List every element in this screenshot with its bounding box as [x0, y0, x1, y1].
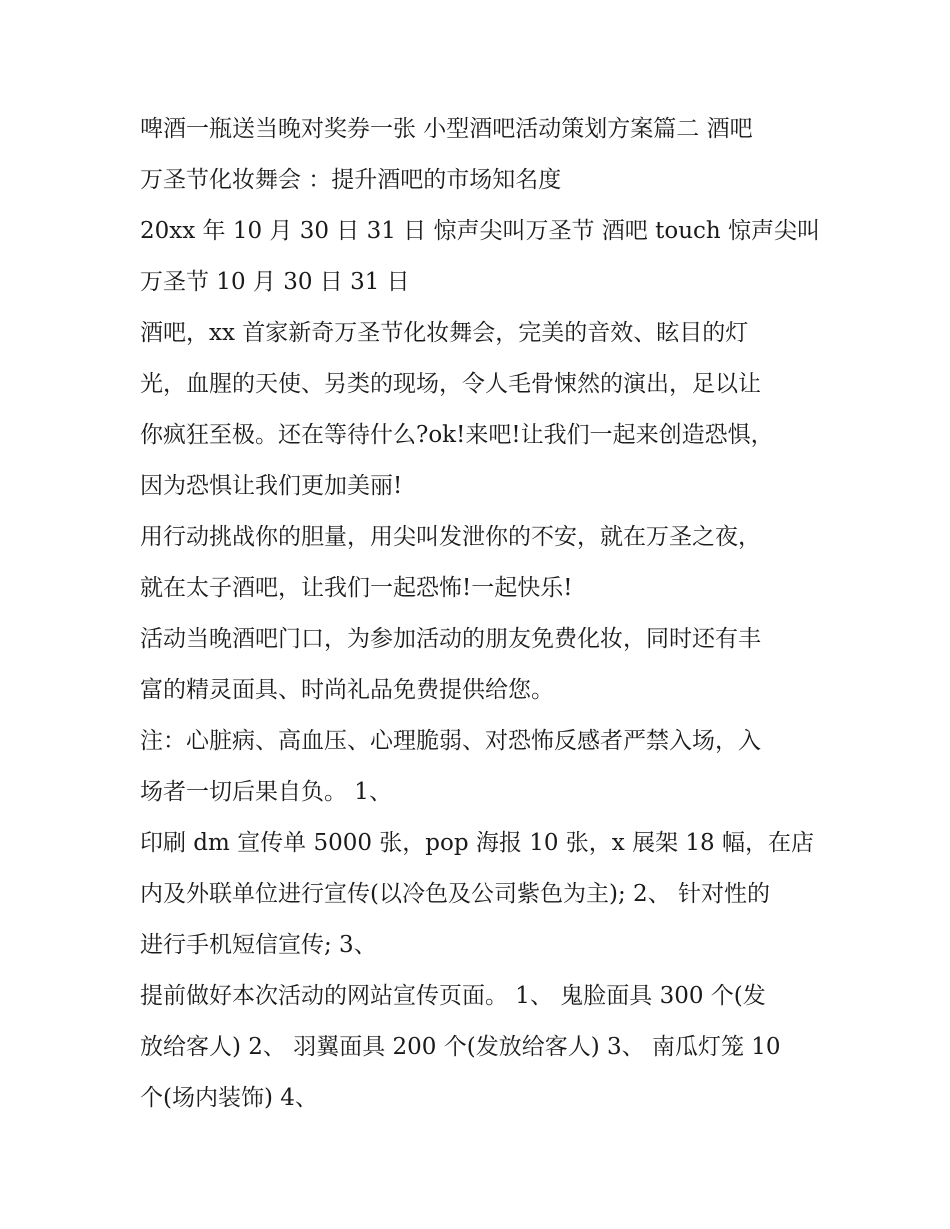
text-line-12: 富的精灵面具、时尚礼品免费提供给您。 — [140, 677, 554, 703]
text-line-8: 因为恐惧让我们更加美丽! — [140, 473, 403, 499]
text-line-18: 提前做好本次活动的网站宣传页面。 1、 鬼脸面具 300 个(发 — [140, 983, 766, 1009]
text-line-19: 放给客人) 2、 羽翼面具 200 个(发放给客人) 3、 南瓜灯笼 10 — [140, 1034, 781, 1060]
text-line-6: 光，血腥的天使、另类的现场，令人毛骨悚然的演出，足以让 — [140, 371, 761, 397]
text-line-3: 20xx 年 10 月 30 日 31 日 惊声尖叫万圣节 酒吧 touch 惊声尖叫 — [140, 218, 821, 244]
text-line-16: 内及外联单位进行宣传(以冷色及公司紫色为主); 2、 针对性的 — [140, 881, 770, 907]
text-line-11: 活动当晚酒吧门口，为参加活动的朋友免费化妆，同时还有丰 — [140, 626, 761, 652]
text-line-20: 个(场内装饰) 4、 — [140, 1085, 318, 1111]
text-line-13: 注：心脏病、高血压、心理脆弱、对恐怖反感者严禁入场，入 — [140, 728, 761, 754]
text-line-7: 你疯狂至极。还在等待什么?ok!来吧!让我们一起来创造恐惧， — [140, 422, 774, 448]
text-line-14: 场者一切后果自负。 1、 — [140, 779, 392, 805]
text-line-17: 进行手机短信宣传; 3、 — [140, 932, 377, 958]
text-line-1: 啤酒一瓶送当晚对奖券一张 小型酒吧活动策划方案篇二 酒吧 — [140, 116, 753, 142]
text-line-10: 就在太子酒吧，让我们一起恐怖!一起快乐! — [140, 575, 573, 601]
text-line-9: 用行动挑战你的胆量，用尖叫发泄你的不安，就在万圣之夜， — [140, 524, 761, 550]
text-line-2: 万圣节化妆舞会 ：提升酒吧的市场知名度 — [140, 167, 562, 193]
text-line-15: 印刷 dm 宣传单 5000 张，pop 海报 10 张，x 展架 18 幅，在店 — [140, 830, 814, 856]
document-body — [140, 104, 820, 1124]
text-line-5: 酒吧，xx 首家新奇万圣节化妆舞会，完美的音效、眩目的灯 — [140, 320, 749, 346]
text-line-4: 万圣节 10 月 30 日 31 日 — [140, 269, 410, 295]
